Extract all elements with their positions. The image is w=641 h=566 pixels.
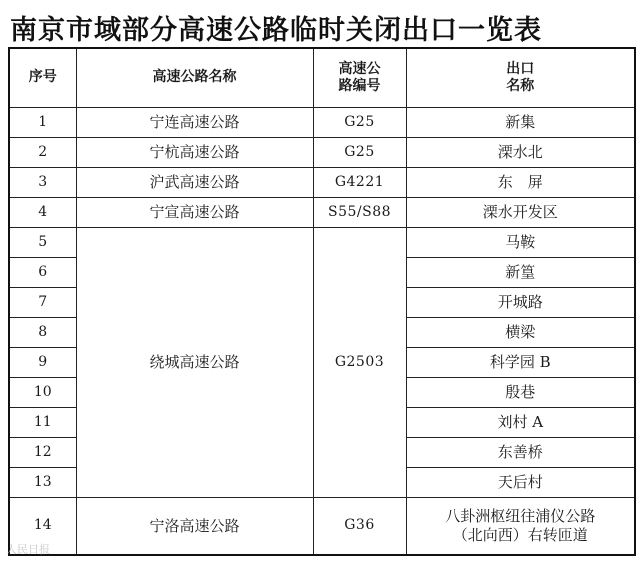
cell-exit-name: 横梁 [406,318,635,348]
watermark-text: 人民日报 [6,543,50,556]
cell-exit-name: 开城路 [406,288,635,318]
cell-road-name: 宁宣高速公路 [76,198,313,228]
cell-exit-name: 天后村 [406,468,635,498]
cell-seq: 14 [9,498,76,556]
cell-seq: 10 [9,378,76,408]
cell-road-code: G25 [313,138,406,168]
cell-road-name: 绕城高速公路 [76,228,313,498]
header-road-name: 高速公路名称 [76,48,313,108]
cell-exit-name: 马鞍 [406,228,635,258]
page-title: 南京市域部分高速公路临时关闭出口一览表 [10,15,542,46]
cell-seq: 4 [9,198,76,228]
cell-road-name: 宁洛高速公路 [76,498,313,556]
cell-exit-name: 新集 [406,108,635,138]
cell-road-code: G2503 [313,228,406,498]
cell-seq: 6 [9,258,76,288]
table-row [9,108,635,138]
cell-seq: 5 [9,228,76,258]
cell-road-code: G25 [313,108,406,138]
cell-road-name: 沪武高速公路 [76,168,313,198]
exit-closure-table [8,47,636,556]
cell-road-code: S55/S88 [313,198,406,228]
cell-seq: 1 [9,108,76,138]
cell-exit-name: 刘村 A [406,408,635,438]
cell-exit-name: 溧水开发区 [406,198,635,228]
header-exit-line1: 出口 [506,60,535,77]
cell-exit-name: 新篁 [406,258,635,288]
header-road-code-line1: 高速公 [338,60,381,77]
table-row [9,498,635,556]
table-row [9,138,635,168]
cell-seq: 3 [9,168,76,198]
cell-seq: 2 [9,138,76,168]
cell-exit-name: 殷巷 [406,378,635,408]
cell-exit-name [406,498,635,556]
cell-seq: 9 [9,348,76,378]
table-row [9,228,635,258]
cell-road-name: 宁连高速公路 [76,108,313,138]
header-exit-name [406,48,635,108]
cell-exit-line2: （北向西）右转匝道 [452,526,588,544]
cell-road-code: G36 [313,498,406,556]
header-road-code [313,48,406,108]
cell-seq: 12 [9,438,76,468]
cell-exit-name: 东 屏 [406,168,635,198]
cell-seq: 7 [9,288,76,318]
table-row [9,198,635,228]
cell-exit-name: 溧水北 [406,138,635,168]
cell-seq: 8 [9,318,76,348]
cell-exit-line1: 八卦洲枢纽往浦仪公路 [445,507,596,526]
cell-road-name: 宁杭高速公路 [76,138,313,168]
cell-seq: 13 [9,468,76,498]
cell-seq: 11 [9,408,76,438]
header-seq: 序号 [9,48,76,108]
cell-road-code: G4221 [313,168,406,198]
header-exit-line2: 名称 [506,78,535,94]
cell-exit-name: 科学园 B [406,348,635,378]
table-header-row [9,48,635,108]
table-row [9,168,635,198]
cell-exit-name: 东善桥 [406,438,635,468]
header-road-code-line2: 路编号 [338,78,381,94]
